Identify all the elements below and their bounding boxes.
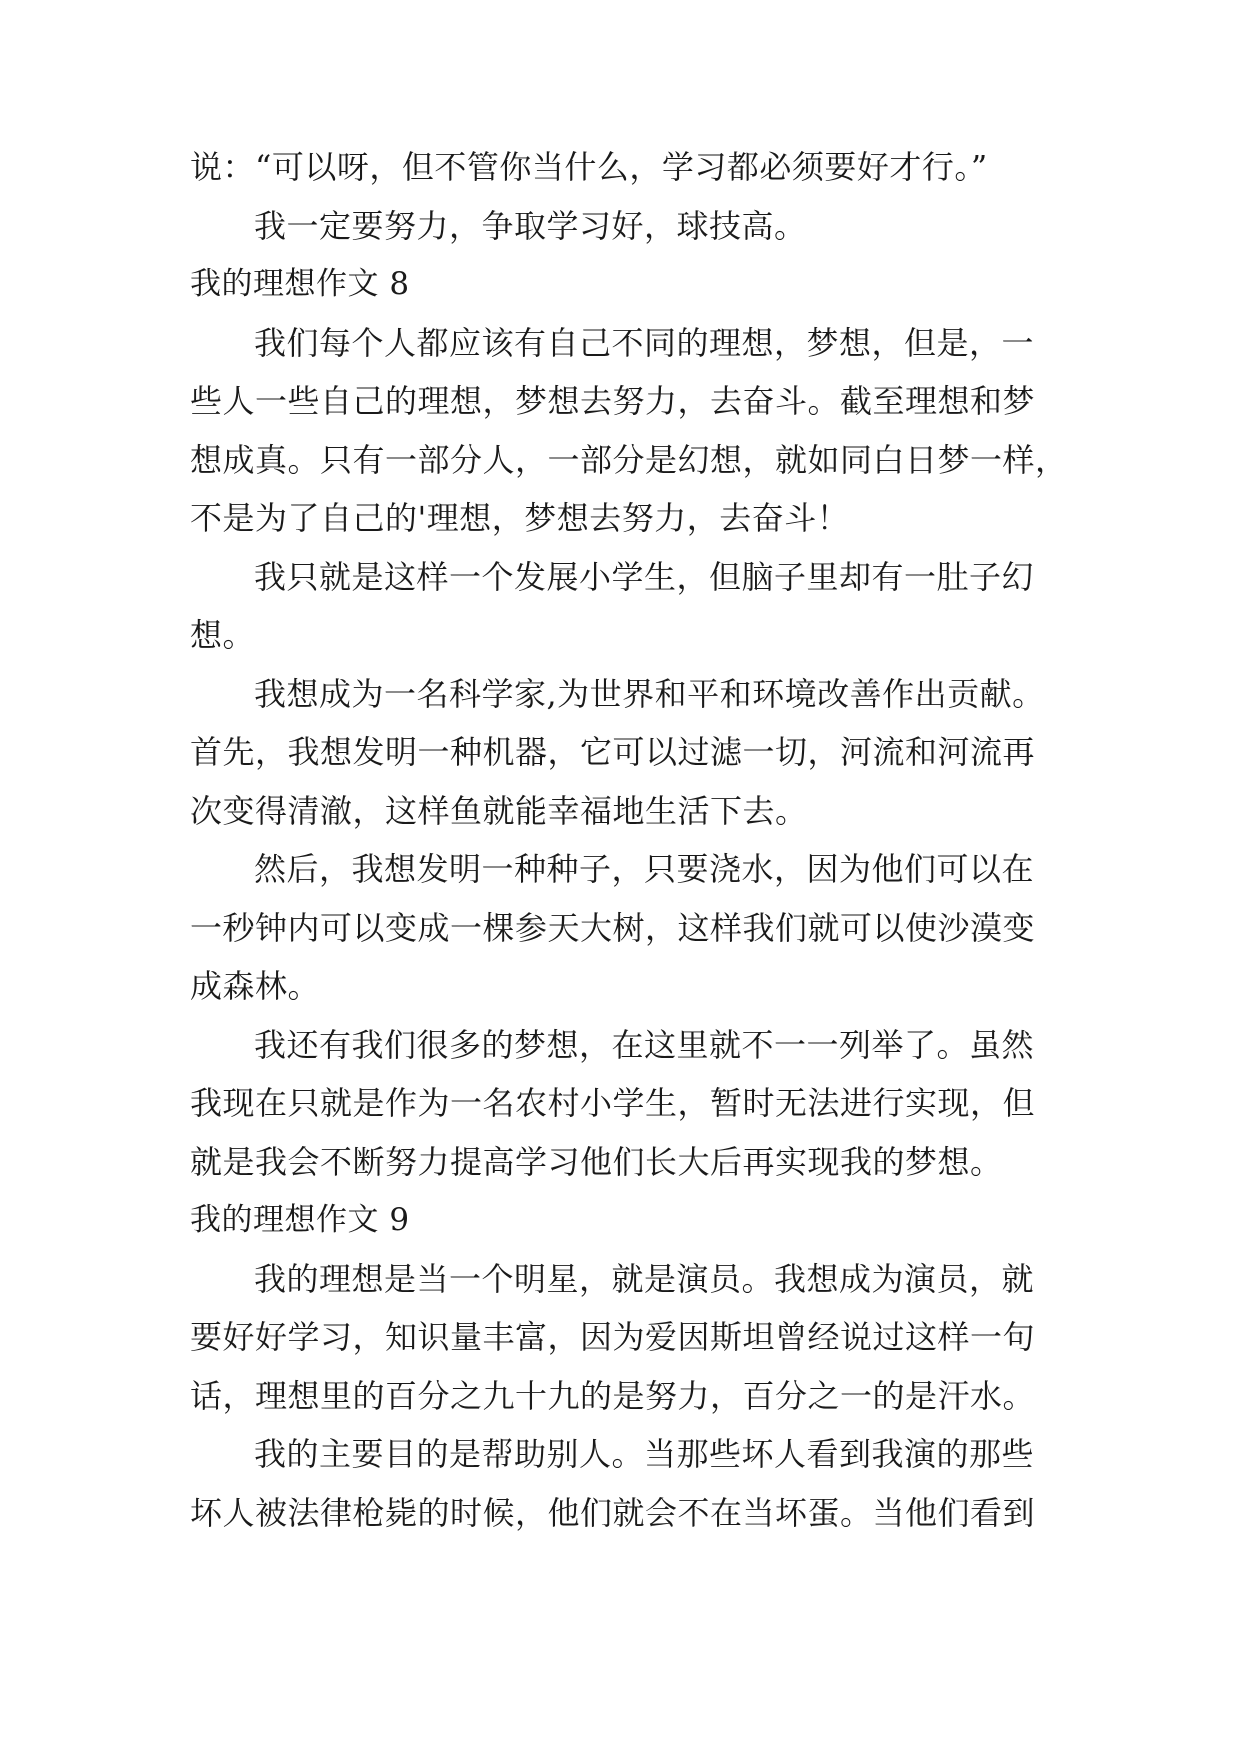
- text-line: 些人一些自己的理想，梦想去努力，去奋斗。截至理想和梦: [190, 382, 1036, 420]
- paragraph-line: 我的理想是当一个明星，就是演员。我想成为演员，就: [254, 1259, 1035, 1298]
- paragraph-line: 我一定要努力，争取学习好，球技高。: [254, 206, 807, 245]
- paragraph-line: 我们每个人都应该有自己不同的理想，梦想，但是，一: [254, 323, 1035, 362]
- text-line: 说：“可以呀，但不管你当什么，学习都必须要好才行。”: [190, 148, 988, 186]
- document-page: [190, 138, 1070, 1542]
- text-line: 坏人被法律枪毙的时候，他们就会不在当坏蛋。当他们看到: [190, 1493, 1036, 1532]
- text-line: 首先，我想发明一种机器，它可以过滤一切，河流和河流再: [190, 733, 1036, 771]
- paragraph-line: 我只就是这样一个发展小学生，但脑子里却有一肚子幻: [254, 557, 1035, 596]
- text-line: 次变得清澈，这样鱼就能幸福地生活下去。: [190, 791, 808, 830]
- text-line: 一秒钟内可以变成一棵参天大树，这样我们就可以使沙漠变: [190, 908, 1036, 947]
- section-heading: 我的理想作文 9: [190, 1202, 410, 1238]
- text-line: 我现在只就是作为一名农村小学生，暂时无法进行实现，但: [190, 1084, 1036, 1122]
- paragraph-line: 我还有我们很多的梦想，在这里就不一一列举了。虽然: [254, 1025, 1035, 1064]
- paragraph-line: 我想成为一名科学家,为世界和平和环境改善作出贡献。: [254, 674, 1045, 713]
- text-line: 想。: [190, 616, 256, 654]
- text-line: 想成真。只有一部分人，一部分是幻想，就如同白日梦一样，: [190, 440, 1068, 479]
- text-line: 要好好学习，知识量丰富，因为爱因斯坦曾经说过这样一句: [190, 1318, 1036, 1356]
- text-line: 话，理想里的百分之九十九的是努力，百分之一的是汗水。: [190, 1376, 1036, 1415]
- text-line: 不是为了自己的'理想，梦想去努力，去奋斗！: [190, 499, 850, 537]
- section-heading: 我的理想作文 8: [190, 266, 410, 302]
- text-line: 就是我会不断努力提高学习他们长大后再实现我的梦想。: [190, 1142, 1003, 1181]
- paragraph-line: 然后，我想发明一种种子，只要浇水，因为他们可以在: [254, 850, 1035, 888]
- text-line: 成森林。: [190, 967, 321, 1005]
- paragraph-line: 我的主要目的是帮助别人。当那些坏人看到我演的那些: [254, 1435, 1035, 1473]
